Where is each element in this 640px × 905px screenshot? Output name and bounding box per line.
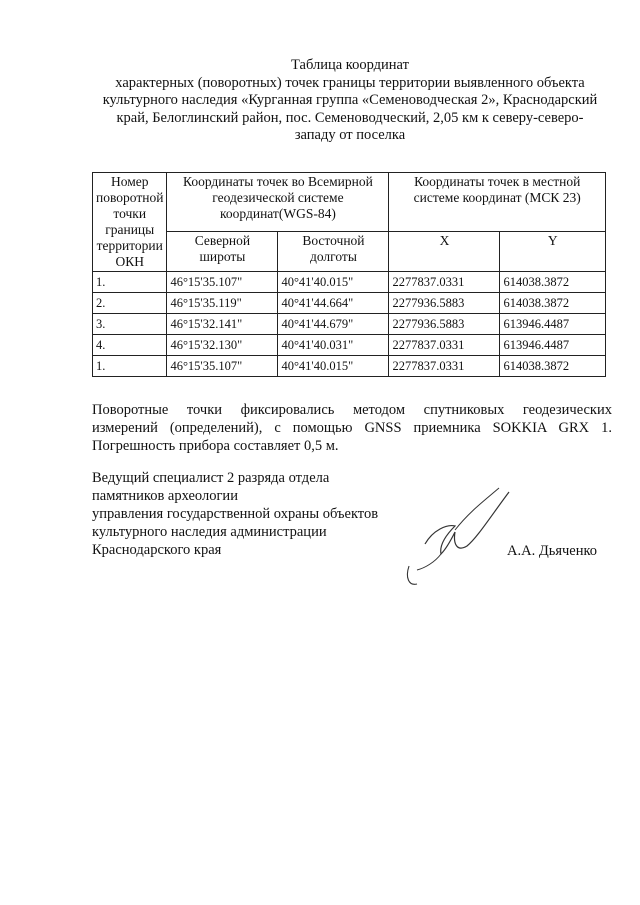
- cell-number: 3.: [93, 314, 167, 335]
- signer-line-1: Ведущий специалист 2 разряда отдела: [92, 470, 330, 486]
- cell-x: 2277837.0331: [389, 356, 500, 377]
- cell-longitude: 40°41'44.679": [278, 314, 389, 335]
- title-line-4: край, Белоглинский район, пос. Семеноводческий, 2,05 км к северу-северо-: [116, 109, 584, 126]
- cell-latitude: 46°15'35.107": [167, 356, 278, 377]
- header-point-number: Номер поворотной точки границы территории ОКН: [93, 173, 167, 272]
- title-line-2: характерных (поворотных) точек границы территории выявленного объекта: [115, 74, 585, 91]
- header-longitude: Восточной долготы: [278, 231, 389, 271]
- cell-longitude: 40°41'40.015": [278, 356, 389, 377]
- cell-x: 2277837.0331: [389, 335, 500, 356]
- cell-y: 613946.4487: [500, 335, 606, 356]
- document-title: [85, 57, 615, 145]
- table-row: [93, 356, 606, 377]
- cell-x: 2277936.5883: [389, 314, 500, 335]
- cell-number: 1.: [93, 356, 167, 377]
- cell-longitude: 40°41'40.031": [278, 335, 389, 356]
- cell-y: 614038.3872: [500, 272, 606, 293]
- header-latitude: Северной широты: [167, 231, 278, 271]
- header-wgs: Координаты точек во Всемирной геодезической системе координат(WGS-84): [167, 173, 389, 232]
- cell-latitude: 46°15'32.130": [167, 335, 278, 356]
- note-line-1: Поворотные точки фиксировались методом спутниковых геодезических: [92, 402, 612, 418]
- title-line-1: Таблица координат: [291, 57, 409, 73]
- cell-number: 1.: [93, 272, 167, 293]
- handwritten-signature: [395, 482, 515, 592]
- table-row: [93, 272, 606, 293]
- coordinates-table: [92, 172, 606, 377]
- cell-y: 614038.3872: [500, 293, 606, 314]
- table-row: [93, 335, 606, 356]
- cell-y: 614038.3872: [500, 356, 606, 377]
- cell-latitude: 46°15'35.107": [167, 272, 278, 293]
- cell-x: 2277936.5883: [389, 293, 500, 314]
- signer-line-3: управления государственной охраны объектов: [92, 506, 379, 522]
- table-row: [93, 314, 606, 335]
- header-y: Y: [500, 231, 606, 271]
- table-row: [93, 293, 606, 314]
- signer-line-2: памятников археологии: [92, 488, 238, 504]
- signer-line-4: культурного наследия администрации: [92, 524, 327, 540]
- cell-latitude: 46°15'32.141": [167, 314, 278, 335]
- cell-latitude: 46°15'35.119": [167, 293, 278, 314]
- cell-longitude: 40°41'40.015": [278, 272, 389, 293]
- cell-number: 2.: [93, 293, 167, 314]
- measurement-note: [92, 401, 612, 455]
- title-line-5: западу от поселка: [294, 127, 406, 143]
- cell-x: 2277837.0331: [389, 272, 500, 293]
- cell-longitude: 40°41'44.664": [278, 293, 389, 314]
- header-x: X: [389, 231, 500, 271]
- signer-line-5: Краснодарского края: [92, 542, 222, 558]
- cell-number: 4.: [93, 335, 167, 356]
- note-line-3: Погрешность прибора составляет 0,5 м.: [92, 438, 339, 454]
- title-line-3: культурного наследия «Курганная группа «Семеноводческая 2», Краснодарский: [102, 92, 598, 108]
- cell-y: 613946.4487: [500, 314, 606, 335]
- header-msk: Координаты точек в местной системе координат (МСК 23): [389, 173, 606, 232]
- note-line-2: измерений (определений), с помощью GNSS приемника SOKKIA GRX 1.: [92, 420, 612, 436]
- signer-name: А.А. Дьяченко: [507, 543, 598, 559]
- signer-position: [92, 469, 412, 559]
